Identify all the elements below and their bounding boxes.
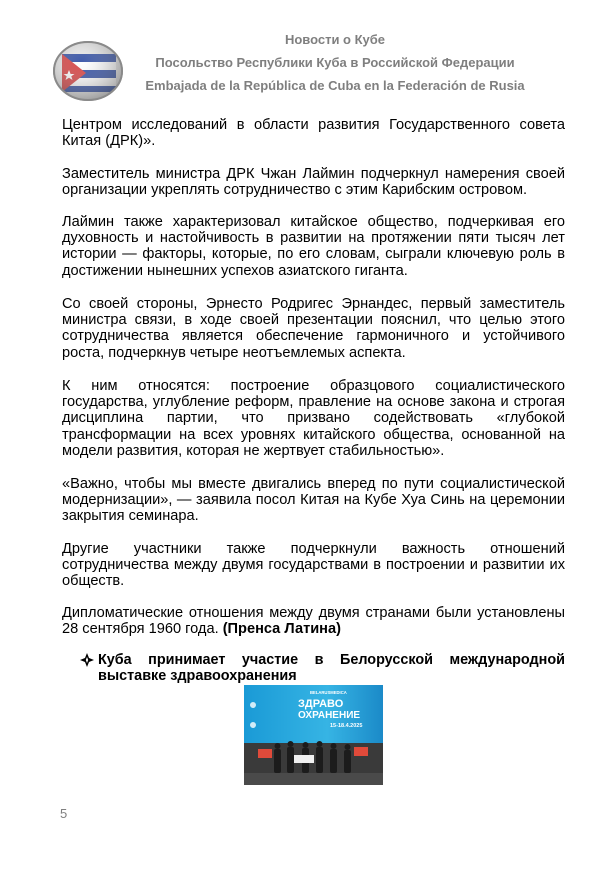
header-embassy-ru: Посольство Республики Куба в Российской Федерации: [155, 55, 515, 70]
banner-title-2: ОХРАНЕНИЕ: [298, 710, 361, 721]
paragraph: «Важно, чтобы мы вместе двигались вперед по пути социалистической модернизации», — заявила посол Китая на Кубе Хуа Синь на церемонии закрытия семинара.: [62, 476, 565, 525]
paragraph: Другие участники также подчеркнули важность отношений сотрудничества между двумя государствами в построении и развитии их обществ.: [62, 541, 565, 590]
banner-brand: BELARUSMEDICA: [310, 690, 347, 695]
header-embassy-es: Embajada de la República de Cuba en la Federación de Rusia: [145, 78, 525, 93]
exhibition-photo: [244, 685, 383, 785]
news-item-heading: [80, 652, 565, 684]
diamond-bullet-icon: [80, 653, 94, 667]
paragraph: Со своей стороны, Эрнесто Родригес Эрнандес, первый заместитель министра связи, в ходе своей презентации пояснил, что целью этого сотрудничества является обеспечение гармоничного и устойчивого роста, подчеркнув четыре неотъемлемых аспекта.: [62, 296, 565, 361]
paragraph-last: [62, 605, 565, 637]
paragraph-text: Дипломатические отношения между двумя странами были установлены 28 сентября 1960 года.: [62, 605, 565, 638]
paragraph: Заместитель министра ДРК Чжан Лаймин подчеркнул намерения своей организации укреплять сотрудничество с этим Карибским островом.: [62, 166, 565, 199]
source-label: (Пренса Латина): [222, 621, 341, 638]
page-number: 5: [60, 806, 68, 821]
paragraph: Центром исследований в области развития Государственного совета Китая (ДРК)».: [62, 117, 565, 150]
banner-dates: 15-18.4.2025: [330, 723, 363, 729]
header-title: Новости о Кубе: [284, 32, 386, 47]
embassy-logo: [52, 40, 124, 102]
paragraph: К ним относятся: построение образцового социалистического государства, углубление реформ, правление на основе закона и строгая дисциплина партии, что призвано содействовать «глубокой трансформации на всех уровнях китайского общества, основанной на модели развития, которая не жертвует стабильностью».: [62, 378, 565, 459]
news-item-title: Куба принимает участие в Белорусской международной выставке здравоохранения: [98, 652, 565, 685]
banner-title-1: ЗДРАВО: [298, 698, 344, 710]
paragraph: Лаймин также характеризовал китайское общество, подчеркивая его духовность и настойчивость в развитии на протяжении пяти тысяч лет истории — факторы, которые, по его словам, сыграли ключевую роль в достижении нынешних успехов азиатского гиганта.: [62, 214, 565, 279]
